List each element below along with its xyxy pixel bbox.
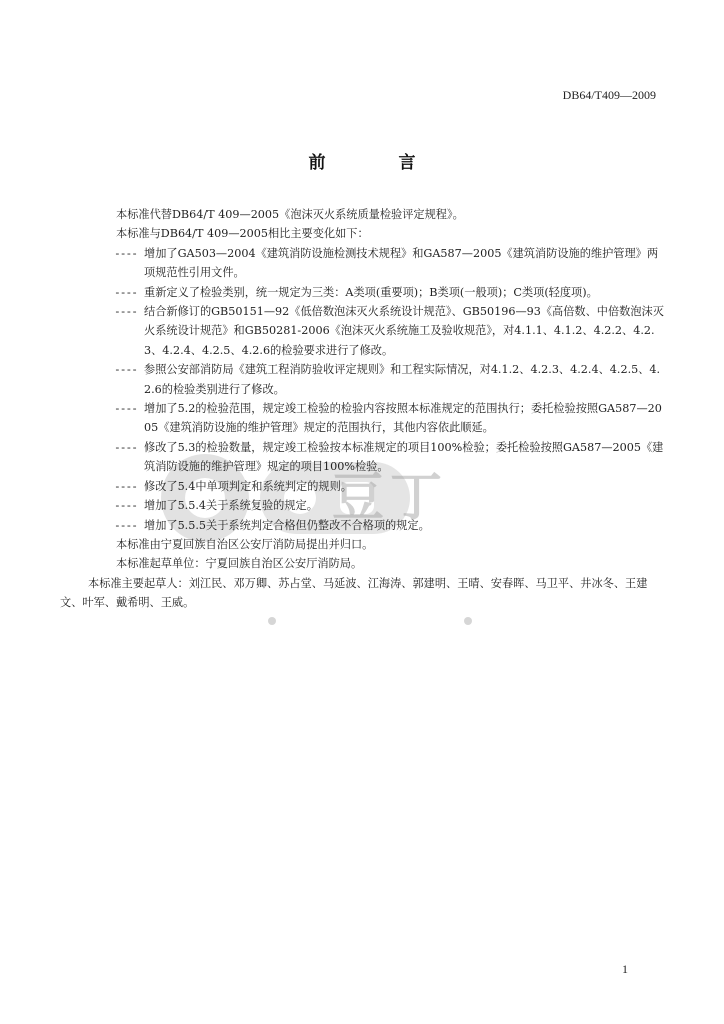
decorative-dot-left bbox=[268, 617, 276, 625]
change-item bbox=[88, 302, 666, 360]
dash-marker: ---- bbox=[114, 402, 137, 416]
dash-marker: ---- bbox=[114, 363, 137, 377]
change-item bbox=[88, 283, 666, 302]
paragraph-replaces: 本标准代替DB64/T 409—2005《泡沫灭火系统质量检验评定规程》。 bbox=[116, 208, 464, 221]
change-text: 增加了5.5.5关于系统判定合格但仍整改不合格项的规定。 bbox=[144, 518, 430, 532]
page-number: 1 bbox=[622, 962, 628, 976]
change-text: 重新定义了检验类别，统一规定为三类：A类项(重要项)；B类项(一般项)；C类项(轻度项)。 bbox=[144, 285, 598, 299]
change-text: 修改了5.3的检验数量，规定竣工检验按本标准规定的项目100%检验；委托检验按照GA587—2005《建筑消防设施的维护管理》规定的项目100%检验。 bbox=[144, 440, 664, 474]
change-item bbox=[88, 477, 666, 496]
dash-marker: ---- bbox=[114, 285, 137, 299]
paragraph-changes-intro: 本标准与DB64/T 409—2005相比主要变化如下： bbox=[116, 227, 369, 241]
change-text: 修改了5.4中单项判定和系统判定的规则。 bbox=[144, 479, 352, 493]
dash-marker: ---- bbox=[114, 499, 137, 513]
decorative-dot-right bbox=[464, 617, 472, 625]
watermark-text: 豆丁 bbox=[332, 468, 449, 528]
dash-marker: ---- bbox=[114, 246, 137, 260]
change-item bbox=[88, 438, 666, 477]
change-item bbox=[88, 244, 666, 283]
page-title: 前 言 bbox=[308, 153, 444, 173]
change-text: 结合新修订的GB50151—92《低倍数泡沫灭火系统设计规范》、GB50196—93《高倍数、中倍数泡沫灭火系统设计规范》和GB50281-2006《泡沫灭火系统施工及验收规范》，对4.1.1、4.1.2、4.2.2、4.2.3、4.2.4、4.2.5、4.2.6的检验要求进行了修改。 bbox=[144, 305, 664, 357]
dash-marker: ---- bbox=[114, 440, 137, 454]
foreword-body bbox=[60, 205, 666, 613]
standard-code: DB64/T409—2009 bbox=[562, 88, 656, 102]
paragraph-drafting-unit: 本标准起草单位：宁夏回族自治区公安厅消防局。 bbox=[116, 557, 363, 571]
change-item bbox=[88, 496, 666, 515]
change-item bbox=[88, 399, 666, 438]
change-text: 增加了5.5.4关于系统复验的规定。 bbox=[144, 499, 318, 513]
dash-marker: ---- bbox=[114, 518, 137, 532]
change-text: 参照公安部消防局《建筑工程消防验收评定规则》和工程实际情况，对4.1.2、4.2.3、4.2.4、4.2.5、4.2.6的检验类别进行了修改。 bbox=[144, 363, 661, 396]
dash-marker: ---- bbox=[114, 305, 137, 319]
change-item bbox=[88, 360, 666, 399]
change-item bbox=[88, 516, 666, 535]
dash-marker: ---- bbox=[114, 479, 137, 493]
paragraph-proposer: 本标准由宁夏回族自治区公安厅消防局提出并归口。 bbox=[116, 537, 374, 551]
change-text: 增加了GA503—2004《建筑消防设施检测技术规程》和GA587—2005《建筑消防设施的维护管理》两项规范性引用文件。 bbox=[144, 246, 659, 280]
paragraph-drafters: 本标准主要起草人：刘江民、邓万卿、苏占堂、马延波、江海涛、郭建明、王晴、安春晖、马卫平、井冰冬、王建文、叶军、戴希明、王威。 bbox=[60, 576, 648, 610]
change-text: 增加了5.2的检验范围，规定竣工检验的检验内容按照本标准规定的范围执行；委托检验按照GA587—2005《建筑消防设施的维护管理》规定的范围执行，其他内容依此顺延。 bbox=[144, 402, 662, 435]
